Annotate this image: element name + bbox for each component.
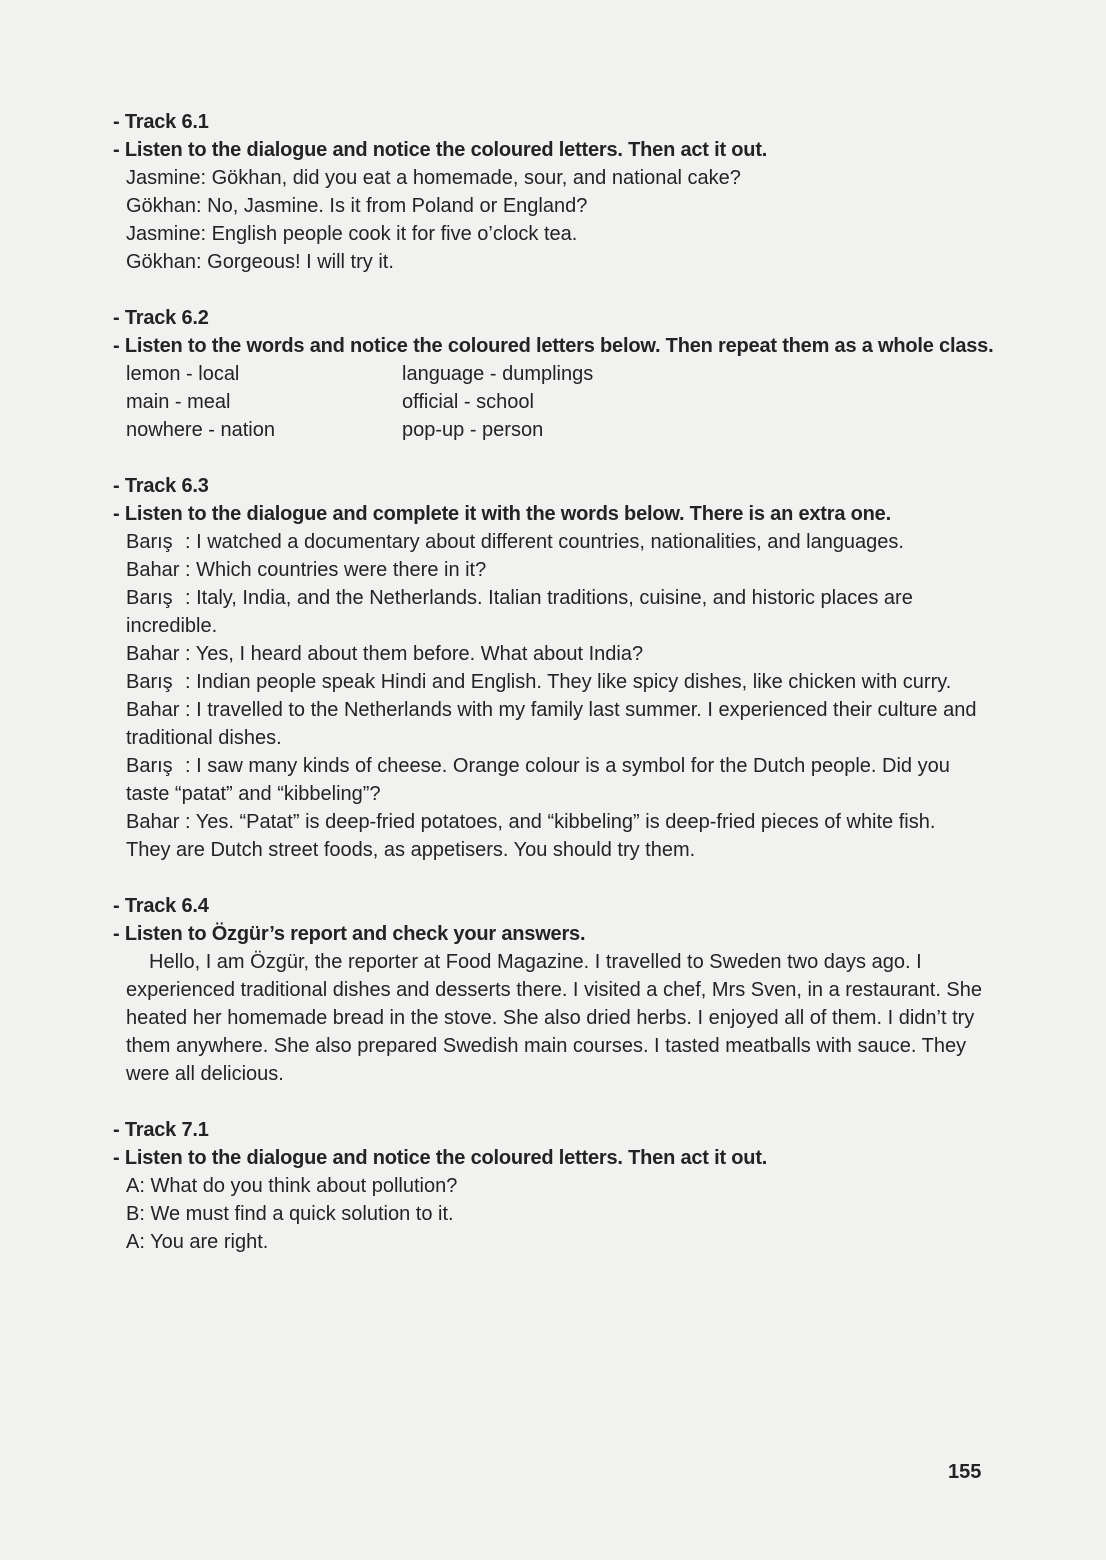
dialogue-continuation: taste “patat” and “kibbeling”? — [126, 783, 381, 805]
dialogue-line — [113, 696, 1003, 724]
report-paragraph-line: them anywhere. She also prepared Swedish main courses. I tasted meatballs with sauce. They — [126, 1035, 967, 1057]
word-pair-row — [113, 416, 1003, 444]
dialogue-line: Gökhan: Gorgeous! I will try it. — [126, 251, 394, 273]
dialogue-text: : I watched a documentary about different countries, nationalities, and languages. — [185, 531, 904, 553]
dialogue-text: : Indian people speak Hindi and English. They like spicy dishes, like chicken with curry. — [185, 671, 952, 693]
dialogue-line: A: What do you think about pollution? — [126, 1175, 458, 1197]
track-heading: - Track 6.2 — [113, 307, 209, 329]
dialogue-line — [113, 752, 1003, 780]
dialogue-text: : Yes, I heard about them before. What about India? — [185, 643, 644, 665]
word-pair: pop-up - person — [402, 419, 544, 441]
dialogue-line: Jasmine: English people cook it for five o’clock tea. — [126, 223, 578, 245]
dialogue-continuation: incredible. — [126, 615, 218, 637]
dialogue-continuation: traditional dishes. — [126, 727, 282, 749]
report-paragraph-line: were all delicious. — [126, 1063, 284, 1085]
dialogue-text: : Italy, India, and the Netherlands. Italian traditions, cuisine, and historic places are — [185, 587, 913, 609]
speaker-name: Barış — [126, 755, 173, 777]
speaker-name: Barış — [126, 531, 173, 553]
dialogue-line: B: We must find a quick solution to it. — [126, 1203, 454, 1225]
report-paragraph-line: Hello, I am Özgür, the reporter at Food Magazine. I travelled to Sweden two days ago. I — [149, 951, 922, 973]
track-heading: - Track 6.3 — [113, 475, 209, 497]
page-content — [113, 108, 1003, 1256]
track-instruction: - Listen to the words and notice the coloured letters below. Then repeat them as a whole class. — [113, 335, 994, 357]
speaker-name: Bahar — [126, 699, 180, 721]
speaker-name: Bahar — [126, 643, 180, 665]
track-instruction: - Listen to Özgür’s report and check your answers. — [113, 923, 586, 945]
dialogue-text: : I travelled to the Netherlands with my family last summer. I experienced their culture and — [185, 699, 977, 721]
speaker-name: Barış — [126, 671, 173, 693]
report-paragraph-line: heated her homemade bread in the stove. She also dried herbs. I enjoyed all of them. I didn’t try — [126, 1007, 975, 1029]
section-track-6-3 — [113, 472, 1003, 864]
track-instruction: - Listen to the dialogue and notice the coloured letters. Then act it out. — [113, 139, 768, 161]
dialogue-continuation: They are Dutch street foods, as appetisers. You should try them. — [126, 839, 696, 861]
word-pair-row — [113, 388, 1003, 416]
dialogue-line: Jasmine: Gökhan, did you eat a homemade, sour, and national cake? — [126, 167, 741, 189]
word-pair: main - meal — [126, 391, 231, 413]
track-heading: - Track 6.4 — [113, 895, 209, 917]
track-heading: - Track 6.1 — [113, 111, 209, 133]
word-pair-row — [113, 360, 1003, 388]
word-pair: language - dumplings — [402, 363, 594, 385]
speaker-name: Bahar — [126, 811, 180, 833]
dialogue-line — [113, 556, 1003, 584]
speaker-name: Barış — [126, 587, 173, 609]
speaker-name: Bahar — [126, 559, 180, 581]
dialogue-line — [113, 808, 1003, 836]
page-number: 155 — [948, 1461, 982, 1483]
dialogue-text: : Yes. “Patat” is deep-fried potatoes, and “kibbeling” is deep-fried pieces of white fish. — [185, 811, 936, 833]
track-instruction: - Listen to the dialogue and notice the coloured letters. Then act it out. — [113, 1147, 768, 1169]
dialogue-text: : I saw many kinds of cheese. Orange colour is a symbol for the Dutch people. Did you — [185, 755, 950, 777]
word-pair: lemon - local — [126, 363, 240, 385]
word-pair: nowhere - nation — [126, 419, 275, 441]
section-track-6-2 — [113, 304, 1003, 444]
section-track-6-4 — [113, 892, 1003, 1088]
track-heading: - Track 7.1 — [113, 1119, 209, 1141]
section-track-7-1 — [113, 1116, 1003, 1256]
dialogue-line — [113, 668, 1003, 696]
dialogue-line — [113, 584, 1003, 612]
dialogue-line: Gökhan: No, Jasmine. Is it from Poland or England? — [126, 195, 588, 217]
dialogue-line — [113, 640, 1003, 668]
report-paragraph-line: experienced traditional dishes and desserts there. I visited a chef, Mrs Sven, in a restaurant. She — [126, 979, 983, 1001]
dialogue-text: : Which countries were there in it? — [185, 559, 487, 581]
section-track-6-1 — [113, 108, 1003, 276]
track-instruction: - Listen to the dialogue and complete it with the words below. There is an extra one. — [113, 503, 891, 525]
word-pair: official - school — [402, 391, 534, 413]
dialogue-line: A: You are right. — [126, 1231, 269, 1253]
dialogue-line — [113, 528, 1003, 556]
